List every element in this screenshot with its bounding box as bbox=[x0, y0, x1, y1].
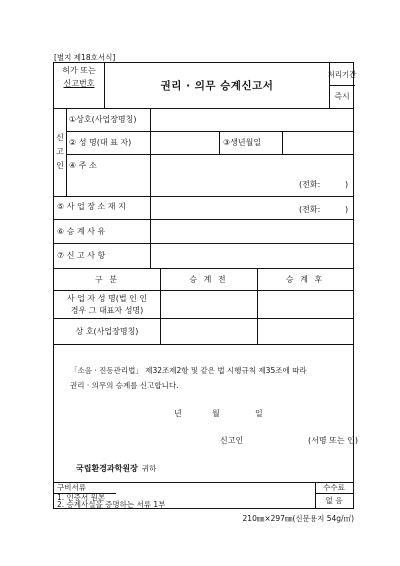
signature-label: (서명 또는 인) bbox=[308, 435, 358, 445]
reporter-signature-field[interactable] bbox=[254, 431, 310, 447]
table-header-category: 구 분 bbox=[95, 274, 119, 284]
table-header-after: 승 계 후 bbox=[285, 274, 325, 284]
form-reference-label: [별지 제18호서식] bbox=[54, 53, 116, 62]
succession-reason-label: ⑥ 승 계 사 유 bbox=[57, 226, 106, 236]
business-location-label: ⑤ 사 업 장 소 재 지 bbox=[57, 201, 126, 211]
business-name-field[interactable] bbox=[151, 109, 353, 130]
paper-size-note: 210㎜×297㎜(신문용지 54g/㎡) bbox=[242, 514, 354, 523]
report-form bbox=[53, 62, 358, 509]
processing-period-label: 처리기간 bbox=[327, 69, 357, 79]
report-items-field[interactable] bbox=[151, 244, 353, 267]
fee-value: 없 음 bbox=[325, 496, 343, 505]
reporter-sign-label: 신고인 bbox=[220, 435, 244, 445]
attachments-header: 구비서류 bbox=[57, 483, 86, 492]
table-row1-label-line1: 사 업 자 성 명(법 인 인 bbox=[66, 293, 148, 303]
recipient-name: 국립환경과학원장 bbox=[76, 463, 138, 473]
birthdate-label: ③생년월일 bbox=[223, 138, 262, 147]
address-label: ④ 주 소 bbox=[69, 160, 97, 170]
declaration-text bbox=[70, 363, 350, 393]
reporter-label-char-3: 인 bbox=[56, 161, 64, 170]
processing-period-value: 즉시 bbox=[334, 92, 350, 101]
reporter-label-char-1: 신 bbox=[56, 133, 64, 142]
representative-field[interactable] bbox=[151, 132, 217, 153]
row2-after-field[interactable] bbox=[258, 319, 353, 343]
birthdate-field[interactable] bbox=[283, 132, 353, 153]
recipient-suffix: 귀하 bbox=[141, 463, 157, 473]
year-label: 년 bbox=[174, 408, 182, 418]
day-label: 일 bbox=[255, 408, 263, 418]
table-header-before: 승 계 전 bbox=[189, 274, 228, 284]
month-label: 월 bbox=[212, 408, 220, 418]
permit-label-line1: 허가 또는 bbox=[62, 65, 96, 75]
declaration-line2: 권리 · 의무의 승계를 신고합니다. bbox=[70, 381, 179, 390]
report-items-label: ⑦ 신 고 사 항 bbox=[57, 251, 106, 260]
succession-reason-field[interactable] bbox=[151, 220, 353, 242]
table-row2-label: 상 호(사업장명칭) bbox=[75, 326, 139, 336]
form-title: 권리 · 의무 승계신고서 bbox=[160, 80, 274, 92]
permit-label-line2: 신고번호 bbox=[63, 78, 95, 88]
address-phone-close: ) bbox=[345, 179, 349, 189]
location-phone-label: (전화: bbox=[299, 204, 321, 214]
location-phone-close: ) bbox=[345, 204, 349, 214]
row1-after-field[interactable] bbox=[258, 291, 353, 317]
business-name-label: ①상호(사업장명칭) bbox=[69, 115, 137, 124]
address-phone-label: (전화: bbox=[299, 179, 321, 189]
declaration-line1: 「소음 · 진동관리법」 제32조제2항 및 같은 법 시행규칙 제35조에 따라 bbox=[70, 366, 307, 375]
reporter-label-char-2: 고 bbox=[56, 147, 64, 156]
attachment-item-2: 2. 승계사실을 증명하는 서류 1부 bbox=[57, 500, 166, 509]
row2-before-field[interactable] bbox=[161, 319, 256, 343]
representative-label: ② 성 명(대 표 자) bbox=[69, 138, 132, 147]
fee-label: 수수료 bbox=[323, 483, 345, 492]
row1-before-field[interactable] bbox=[161, 291, 256, 317]
table-row1-label-line2: 경우 그 대표자 성명) bbox=[70, 305, 144, 315]
attachment-item-1: 1. 인증서 원본 bbox=[57, 492, 106, 502]
